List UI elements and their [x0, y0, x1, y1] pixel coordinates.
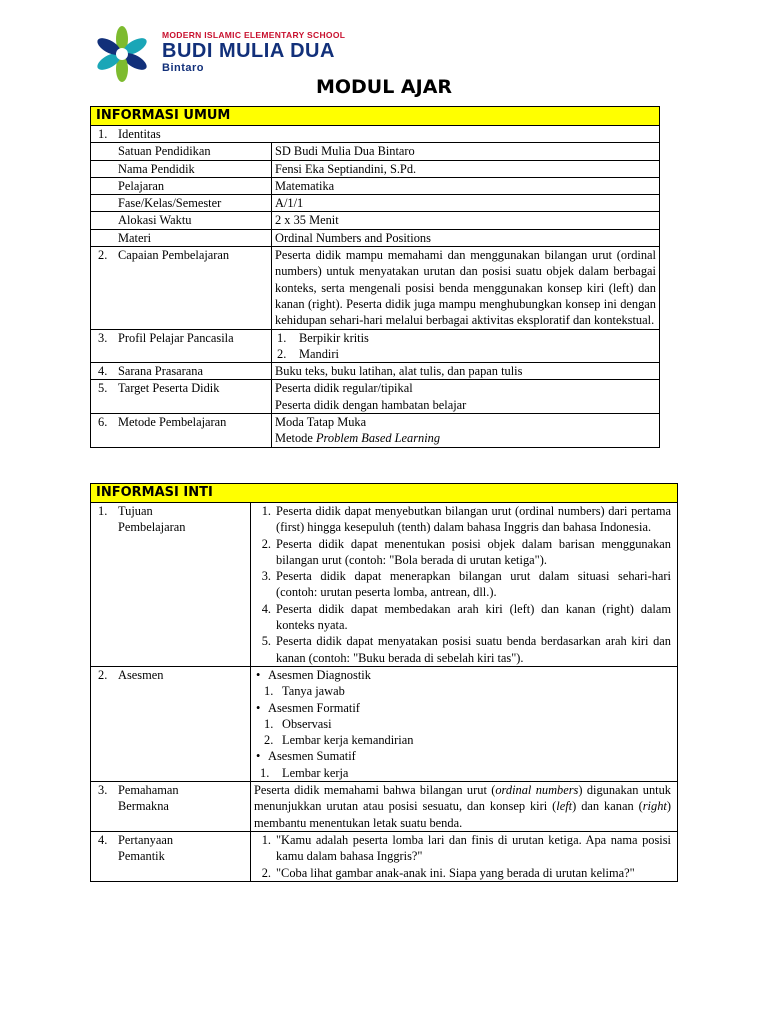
- table-row: [91, 229, 660, 246]
- asesmen-row: [91, 666, 678, 781]
- text-cell: 1.: [277, 330, 287, 345]
- school-location: Bintaro: [162, 62, 204, 74]
- text-cell: 3.: [98, 330, 108, 345]
- list-item: [254, 536, 671, 569]
- text-cell: Pembelajaran: [118, 520, 186, 535]
- pemahaman-row: [91, 782, 678, 832]
- text-cell: 2.: [98, 248, 108, 263]
- list-item: [254, 601, 671, 634]
- list-item: [254, 832, 671, 865]
- text-cell: Pelajaran: [91, 177, 272, 194]
- page-title: MODUL AJAR: [315, 76, 453, 98]
- text-cell: 2.: [277, 346, 287, 361]
- text-cell: 5.: [261, 634, 271, 649]
- text-cell: Satuan Pendidikan: [91, 143, 272, 160]
- text-cell: Pemantik: [118, 849, 165, 864]
- text-cell: left: [556, 799, 573, 814]
- text-cell: Peserta didik regular/tipikal: [275, 381, 413, 396]
- text-cell: Lembar kerja kemandirian: [282, 733, 414, 748]
- text-cell: "Kamu adalah peserta lomba lari dan finis di urutan ketiga. Apa nama posisi kamu dalam bahasa Inggris?": [276, 832, 671, 864]
- text-cell: 1.: [260, 765, 270, 780]
- text-cell: 2.: [261, 536, 271, 551]
- text-cell: Tujuan: [118, 504, 153, 518]
- text-cell: Asesmen Sumatif: [268, 749, 356, 764]
- text-cell: Asesmen: [118, 667, 164, 682]
- text-cell: Buku teks, buku latihan, alat tulis, dan papan tulis: [272, 363, 660, 380]
- school-emblem-icon: [86, 26, 158, 82]
- text-cell: Profil Pelajar Pancasila: [118, 330, 234, 345]
- text-cell: right: [642, 799, 667, 814]
- text-cell: Observasi: [282, 716, 332, 731]
- table-row: [91, 160, 660, 177]
- capaian-text: Peserta didik mampu memahami dan menggunakan bilangan urut (ordinal numbers) untuk menyatakan urutan dan posisi suatu objek dalam berbagai konteks, serta mengenali posisi benda menggunakan konsep kiri (left) dan kanan (right). Peserta didik juga mampu menghubungkan konsep ini dengan kehidupan sehari-hari melalui berbagai aktivitas eksploratif dan kontekstual.: [272, 247, 660, 329]
- text-cell: Asesmen Formatif: [268, 700, 360, 715]
- list-item: [254, 865, 671, 881]
- text-cell: 1.: [98, 504, 108, 518]
- text-cell: Peserta didik memahami bahwa bilangan urut (: [254, 783, 496, 798]
- table-row: [91, 177, 660, 194]
- informasi-inti-table: [90, 483, 678, 882]
- text-cell: Peserta didik dapat membedakan arah kiri (left) dan kanan (right) dalam konteks nyata.: [276, 601, 671, 633]
- text-cell: Asesmen Diagnostik: [268, 667, 371, 682]
- text-cell: Alokasi Waktu: [91, 212, 272, 229]
- text-cell: 2 x 35 Menit: [272, 212, 660, 229]
- text-cell: Tanya jawab: [282, 684, 345, 699]
- text-cell: Mandiri: [299, 346, 339, 361]
- text-cell: Metode: [275, 431, 316, 446]
- text-cell: Capaian Pembelajaran: [118, 248, 230, 263]
- list-item: [254, 633, 671, 666]
- pemahaman-text: [251, 782, 678, 832]
- table-row: [91, 195, 660, 212]
- informasi-umum-header: INFORMASI UMUM: [91, 107, 660, 126]
- sarana-row: [91, 363, 660, 380]
- pertanyaan-row: [91, 831, 678, 881]
- school-logo: [86, 26, 376, 82]
- text-cell: 1.: [264, 684, 274, 699]
- text-cell: Peserta didik dapat menentukan posisi objek dalam barisan menggunakan bilangan urut (contoh: "Bola berada di urutan ketiga").: [276, 536, 671, 567]
- text-cell: Moda Tatap Muka: [275, 415, 367, 430]
- table-row: [91, 143, 660, 160]
- text-cell: Fensi Eka Septiandini, S.Pd.: [272, 160, 660, 177]
- text-cell: Fase/Kelas/Semester: [91, 195, 272, 212]
- target-row: [91, 380, 660, 414]
- text-cell: Ordinal Numbers and Positions: [272, 229, 660, 246]
- text-cell: Problem Based Learning: [315, 431, 441, 446]
- text-cell: Lembar kerja: [282, 765, 349, 780]
- list-item: [254, 568, 671, 601]
- tujuan-row: [91, 503, 678, 667]
- text-cell: 2.: [264, 733, 274, 748]
- text-cell: 3.: [261, 569, 271, 584]
- informasi-umum-table: [90, 106, 660, 448]
- text-cell: 1.: [264, 716, 274, 731]
- text-cell: 2.: [261, 865, 271, 880]
- capaian-row: [91, 247, 660, 329]
- text-cell: SD Budi Mulia Dua Bintaro: [272, 143, 660, 160]
- text-cell: 4.: [261, 601, 271, 616]
- informasi-inti-header: INFORMASI INTI: [91, 484, 678, 503]
- text-cell: "Coba lihat gambar anak-anak ini. Siapa yang berada di urutan kelima?": [276, 865, 635, 880]
- profil-row: [91, 329, 660, 363]
- text-cell: Sarana Prasarana: [118, 364, 203, 379]
- text-cell: Target Peserta Didik: [118, 381, 220, 396]
- text-cell: Peserta didik dapat menerapkan bilangan urut dalam situasi sehari-hari (contoh: urutan peserta lomba, antrean, dll.).: [276, 569, 671, 600]
- text-cell: Peserta didik dapat menyebutkan bilangan urut (ordinal numbers) dari pertama (first) hingga kesepuluh (tenth) dalam bahasa Inggris dan bahasa Indonesia.: [276, 504, 671, 535]
- text-cell: Bermakna: [118, 799, 169, 814]
- text-cell: Metode Pembelajaran: [118, 415, 227, 430]
- table-row: [91, 212, 660, 229]
- text-cell: 1.: [261, 504, 271, 518]
- text-cell: 1.: [98, 127, 108, 141]
- text-cell: 5.: [98, 381, 108, 396]
- text-cell: ) membantu menentukan letak suatu benda.: [254, 799, 671, 830]
- text-cell: Peserta didik dengan hambatan belajar: [275, 397, 467, 412]
- text-cell: 3.: [98, 783, 108, 798]
- list-item: [254, 503, 671, 536]
- identitas-row: [91, 126, 660, 143]
- text-cell: 1.: [261, 832, 271, 847]
- text-cell: Materi: [91, 229, 272, 246]
- text-cell: 4.: [98, 364, 108, 379]
- text-cell: ) digunakan untuk menunjukkan urutan atau posisi sesuatu, dan konsep kiri (: [254, 783, 671, 814]
- school-tagline: MODERN ISLAMIC ELEMENTARY SCHOOL: [162, 30, 346, 40]
- text-cell: A/1/1: [272, 195, 660, 212]
- text-cell: Nama Pendidik: [91, 160, 272, 177]
- school-name: BUDI MULIA DUA: [162, 40, 335, 62]
- text-cell: Berpikir kritis: [299, 330, 369, 345]
- metode-row: [91, 414, 660, 448]
- bullet-icon: •: [256, 667, 261, 682]
- bullet-icon: •: [256, 749, 261, 764]
- text-cell: Peserta didik dapat menyatakan posisi suatu benda berdasarkan arah kiri dan kanan (contoh: "Buku berada di sebelah kiri tas").: [276, 634, 671, 665]
- bullet-icon: •: [256, 700, 261, 715]
- text-cell: ordinal numbers: [495, 783, 579, 798]
- text-cell: 2.: [98, 667, 108, 682]
- text-cell: Identitas: [118, 127, 161, 141]
- text-cell: Pemahaman: [118, 783, 179, 798]
- text-cell: ) dan kanan (: [572, 799, 643, 814]
- text-cell: 6.: [98, 415, 108, 430]
- text-cell: Pertanyaan: [118, 832, 174, 847]
- text-cell: Matematika: [272, 177, 660, 194]
- text-cell: 4.: [98, 832, 108, 847]
